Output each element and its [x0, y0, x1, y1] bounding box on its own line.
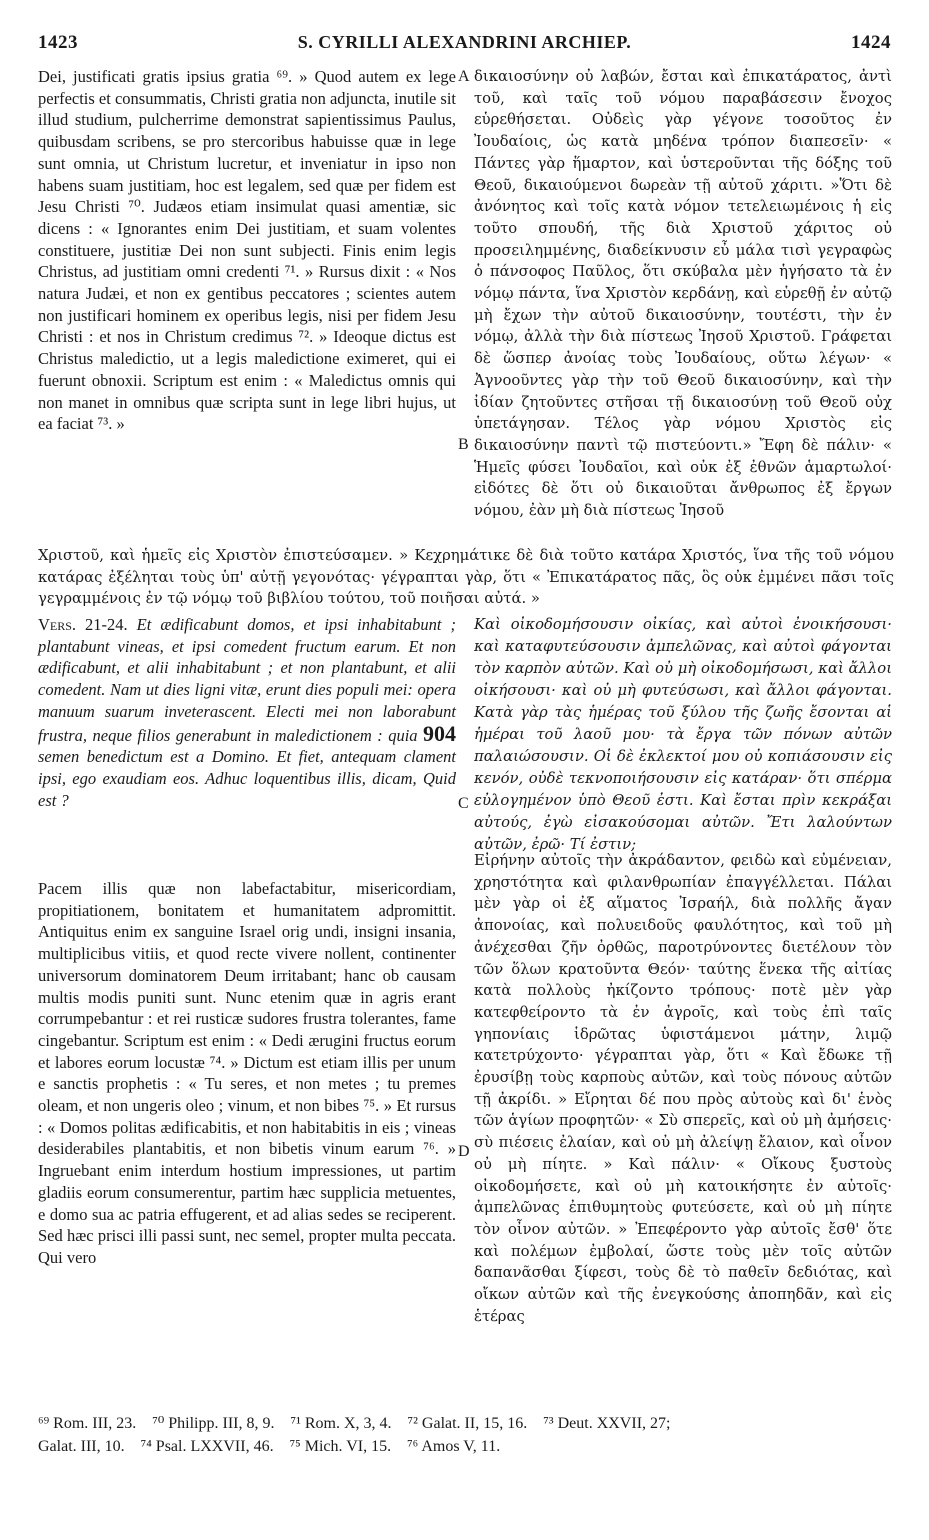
footnote: ⁷⁴ Psal. LXXVII, 46. [140, 1438, 274, 1455]
footnote: ⁷³ Deut. XXVII, 27; [543, 1415, 671, 1432]
greek-text-full-width: Χριστοῦ, καὶ ἡμεῖς εἰς Χριστὸν ἐπιστεύσαμεν. » Κεχρημάτικε δὲ διὰ τοῦτο κατάρα Χριστός, ἵνα τῆς τοῦ νόμου κατάρας ἐξέληται τοὺς ὑπ' αὐτῇ γεγονότας· γέγραπται γὰρ, ὅτι « Ἐπικατάρατος πᾶς, ὃς οὐκ ἐμμένει πᾶσι τοῖς γεγραμμένοις ἐν τῷ νόμῳ τοῦ βιβλίου τούτου, τοῦ ποιῆσαι αὐτά. » [38, 547, 894, 608]
running-title: S. CYRILLI ALEXANDRINI ARCHIEP. [297, 32, 632, 52]
margin-letter-a: A [458, 68, 470, 85]
footnote: ⁷¹ Rom. X, 3, 4. [290, 1415, 392, 1432]
footnote-line-1 [38, 1412, 898, 1435]
footnote: ⁷² Galat. II, 15, 16. [407, 1415, 528, 1432]
latin-text-bottom: Pacem illis quæ non labefactabitur, misericordiam, propitiationem, bonitatem et humanitatem adpromittit. Antiquitus enim ex sanguine Israel orig undi, insigni insania, multiplicibus vitiis, et quod recte vivere nollent, continenter universorum dominatorem Deum irritabant; hanc ob causam multis modis puniti sunt. Nunc etenim quæ in agris erant corrumpebantur : et rei rusticæ sudores frustra tolerantes, fame cingebantur. Scriptum est enim : « Dedi ærugini fructus eorum et labores eorum locustæ ⁷⁴. » Dictum est etiam illis per unum e sanctis prophetis : « Tu seres, et non metes ; tu premes oleam, et non ungeris oleo ; vinum, et non bibes ⁷⁵. » Et rursus : « Domos politas ædificabitis, et non habitabitis in eis ; vineas desiderabiles plantabitis, et non bibetis vinum earum ⁷⁶. » Ingruebant enim interdum hostium impressiones, ut partim gladiis eorum consumerentur, partim hæc supplicia metuentes, e domo sua ac patria effugerent, et ad alias sedes se reciperent. Sed hæc prisci illi passi sunt, nec semel, propter multa peccata. Qui vero [38, 879, 456, 1267]
footnote: Galat. III, 10. [38, 1438, 125, 1455]
verse-text-part1: Et ædificabunt domos, et ipsi inhabitabunt ; plantabunt vineas, et ipsi comedent fructum earum. Et non ædificabunt, et alii inhabitabunt ; et non plantabunt, et alii comedent. Nam ut dies ligni vitæ, erunt dies populi mei: opera manuum suarum inveterascent. Electi mei non laborabunt frustra, neque filios generabunt in maledictionem : quia [38, 615, 457, 745]
latin-verse-block [38, 614, 456, 811]
footnotes [38, 1412, 898, 1458]
column-number-left: 1423 [38, 32, 78, 53]
page-mark: 904 [423, 720, 457, 746]
margin-letter-b: B [458, 436, 469, 453]
footnote: ⁷⁵ Mich. VI, 15. [289, 1438, 392, 1455]
latin-text-top: Dei, justificati gratis ipsius gratia ⁶⁹. » Quod autem ex lege perfectis et consummatis, Christi gratia non adjuncta, inutile sit illud studium, pulcherrime demonstrat sapientissimus Paulus, quibusdam scribens, se pro stercoribus habuisse quæ in lege sunt omnia, ut Christum lucretur, et inveniatur in ipso non habens suam justitiam, hoc est legalem, sed quæ per fidem est Jesu Christi ⁷⁰. Judæos etiam insimulat quasi amentiæ, sic dicens : « Ignorantes enim Dei justitiam, et suam volentes constituere, justitiæ Dei non sunt subjecti. Finis enim legis Christus, ad justitiam omni credenti ⁷¹. » Rursus dixit : « Nos natura Judæi, et non ex gentibus peccatores ; scientes autem non justificari hominem ex operibus legis, nisi per fidem Jesu Christi : et nos in Christum credimus ⁷². » Ideoque dictus est Christus maledictio, ut a legis maledictione eximeret, qui ei fuerunt obnoxii. Scriptum est enim : « Maledictus omnis qui non manet in omnibus quæ scripta sunt in lege libri hujus, ut ea faciat ⁷³. » [38, 67, 456, 434]
footnote: ⁷⁶ Amos V, 11. [407, 1438, 501, 1455]
greek-text-top: δικαιοσύνην οὐ λαβών, ἔσται καὶ ἐπικατάρατος, ἀντὶ τοῦ, καὶ ταῖς τοῦ νόμου παραβάσεσιν ἔνοχος εὑρεθήσεται. Οὐδεὶς γὰρ γέγονε τοσοῦτος ἐν Ἰουδαίοις, ὡς κατὰ μηδένα τρόπον διαπεσεῖν· « Πάντες γὰρ ἥμαρτον, καὶ ὑστεροῦνται τῆς δόξης τοῦ Θεοῦ, δικαιούμενοι δωρεὰν τῇ αὐτοῦ χάριτι. »Ὅτι δὲ ἀνόνητος καὶ τοῖς κατὰ νόμον τετελειωμένοις ἡ εἰς τοῦτο σπουδή, τῆς διὰ Χριστοῦ χάριτος οὐ προσειλημμένης, διαδείκνυσιν εὖ μάλα τισὶ γεγραφὼς ὁ πάνσοφος Παῦλος, ὅτι σκύβαλα μὲν ἡγήσατο τὰ ἐν νόμῳ πάντα, ἵνα Χριστὸν κερδάνῃ, καὶ εὑρεθῇ ἐν αὐτῷ μὴ ἔχων τὴν αὐτοῦ δικαιοσύνην, τουτέστι, τὴν ἐν νόμῳ, ἀλλὰ τὴν διὰ πίστεως Ἰησοῦ Χριστοῦ. Γράφεται δὲ ὥσπερ ἀνοίας τοὺς Ἰουδαίους, οὕτω λέγων· « Ἀγνοοῦντες γὰρ τὴν τοῦ Θεοῦ δικαιοσύνην, καὶ τὴν ἰδίαν ζητοῦντες στῆσαι τῇ δικαιοσύνῃ τοῦ Θεοῦ οὐχ ὑπετάγησαν. Τέλος γὰρ νόμου Χριστὸς εἰς δικαιοσύνην παντὶ τῷ πιστεύοντι.» Ἔφη δὲ πάλιν· « Ἡμεῖς φύσει Ἰουδαῖοι, καὶ οὐκ ἐξ ἐθνῶν ἁμαρτωλοί· εἰδότες δὲ ὅτι οὐ δικαιοῦται ἄνθρωπος ἐξ ἔργων νόμου, ἐὰν μὴ διὰ πίστεως Ἰησοῦ [474, 68, 892, 520]
greek-text-bottom: Εἰρήνην αὐτοῖς τὴν ἀκράδαντον, φειδὼ καὶ εὐμένειαν, χρηστότητα καὶ φιλανθρωπίαν ἐπαγγέλλεται. Πάλαι μὲν γὰρ οἱ ἐξ αἵματος Ἰσραήλ, διὰ πολλῆς ἄγαν ἀπονοίας, καὶ πολυειδοῦς φαυλότητος, καὶ τοῦ μὴ ἀνέχεσθαι ζῆν ὀρθῶς, παροτρύνοντες διετέλουν τὸν τῶν ὅλων κρατοῦντα Θεόν· ταύτης ἕνεκα τῆς αἰτίας κατὰ πολλοὺς ἠκίζοντο τρόπους· ποτὲ μὲν γὰρ κατεφθείροντο τὰ ἐν ἀγροῖς, καὶ τοὺς ἐπὶ ταῖς γηπονίαις ἱδρῶτας ὑφιστάμενοι μάτην, λιμῷ κατετρύχοντο· γέγραπται γὰρ, ὅτι « Καὶ ἔδωκε τῇ ἐρυσίβῃ τοὺς καρποὺς αὐτῶν, καὶ τοὺς πόνους αὐτῶν τῇ ἀκρίδι. » Εἴρηται δέ που πρὸς αὐτοὺς καὶ δι' ἑνὸς τῶν ἁγίων προφητῶν· « Σὺ σπερεῖς, καὶ οὐ μὴ ἀμήσεις· σὺ πιέσεις ἐλαίαν, καὶ οὐ μὴ ἀλείψῃ ἔλαιον, καὶ οἶνον οὐ μὴ πίητε. » Καὶ πάλιν· « Οἴκους ξυστοὺς οἰκοδομήσετε, καὶ οὐ μὴ κατοικήσητε ἐν αὐτοῖς· ἀμπελῶνας ἐπιθυμητοὺς φυτεύσετε, καὶ οὐ μὴ πίητε τὸν οἶνον αὐτῶν. » Ἐπεφέροντο γὰρ αὐτοῖς ἔσθ' ὅτε καὶ πολέμων ἐμβολαί, ὥστε τοὺς μὲν τοῖς αὐτῶν δαπανᾶσθαι ξίφεσι, τοὺς δὲ τὸ παθεῖν δεδιότας, καὶ οἴκων αὐτῶν καὶ τῆς ἐνεγκούσης ἀποπηδᾶν, καὶ εἰς ἑτέρας [474, 852, 892, 1325]
greek-verse-block: Καὶ οἰκοδομήσουσιν οἰκίας, καὶ αὐτοὶ ἐνοικήσουσι· καὶ καταφυτεύσουσιν ἀμπελῶνας, καὶ αὐτοὶ φάγονται τὸν καρπὸν αὐτῶν. Καὶ οὐ μὴ οἰκοδομήσωσι, καὶ ἄλλοι οἰκήσουσι· καὶ οὐ μὴ φυτεύσωσι, καὶ ἄλλοι φάγονται. Κατὰ γὰρ τὰς ἡμέρας τοῦ ξύλου τῆς ζωῆς ἔσονται αἱ ἡμέραι τοῦ λαοῦ μου· τὰ ἔργα τῶν πόνων αὐτῶν παλαιώσουσιν. Οἱ δὲ ἐκλεκτοί μου οὐ κοπιάσουσιν εἰς κενόν, οὐδὲ τεκνοποιήσουσιν εἰς κατάραν· ὅτι σπέρμα εὐλογημένον ὑπὸ Θεοῦ ἐστι. Καὶ ἔσται πρὶν κεκράξαι αὐτούς, ἐγὼ εἰσακούσομαι αὐτῶν. Ἔτι λαλούντων αὐτῶν, ἐρῶ· Τί ἐστιν; [474, 616, 892, 853]
footnote-line-2 [38, 1435, 898, 1458]
margin-letter-d: D [458, 1143, 470, 1160]
column-number-right: 1424 [851, 32, 891, 53]
verse-heading: Vers. 21-24. [38, 615, 128, 634]
footnote: ⁶⁹ Rom. III, 23. [38, 1415, 137, 1432]
margin-letter-c: C [458, 795, 469, 812]
footnote: ⁷⁰ Philipp. III, 8, 9. [152, 1415, 275, 1432]
verse-text-part2: semen benedictum est a Domino. Et fiet, antequam clament ipsi, ego exaudiam eos. Adhuc loquentibus illis, dicam, Quid est ? [38, 747, 456, 810]
